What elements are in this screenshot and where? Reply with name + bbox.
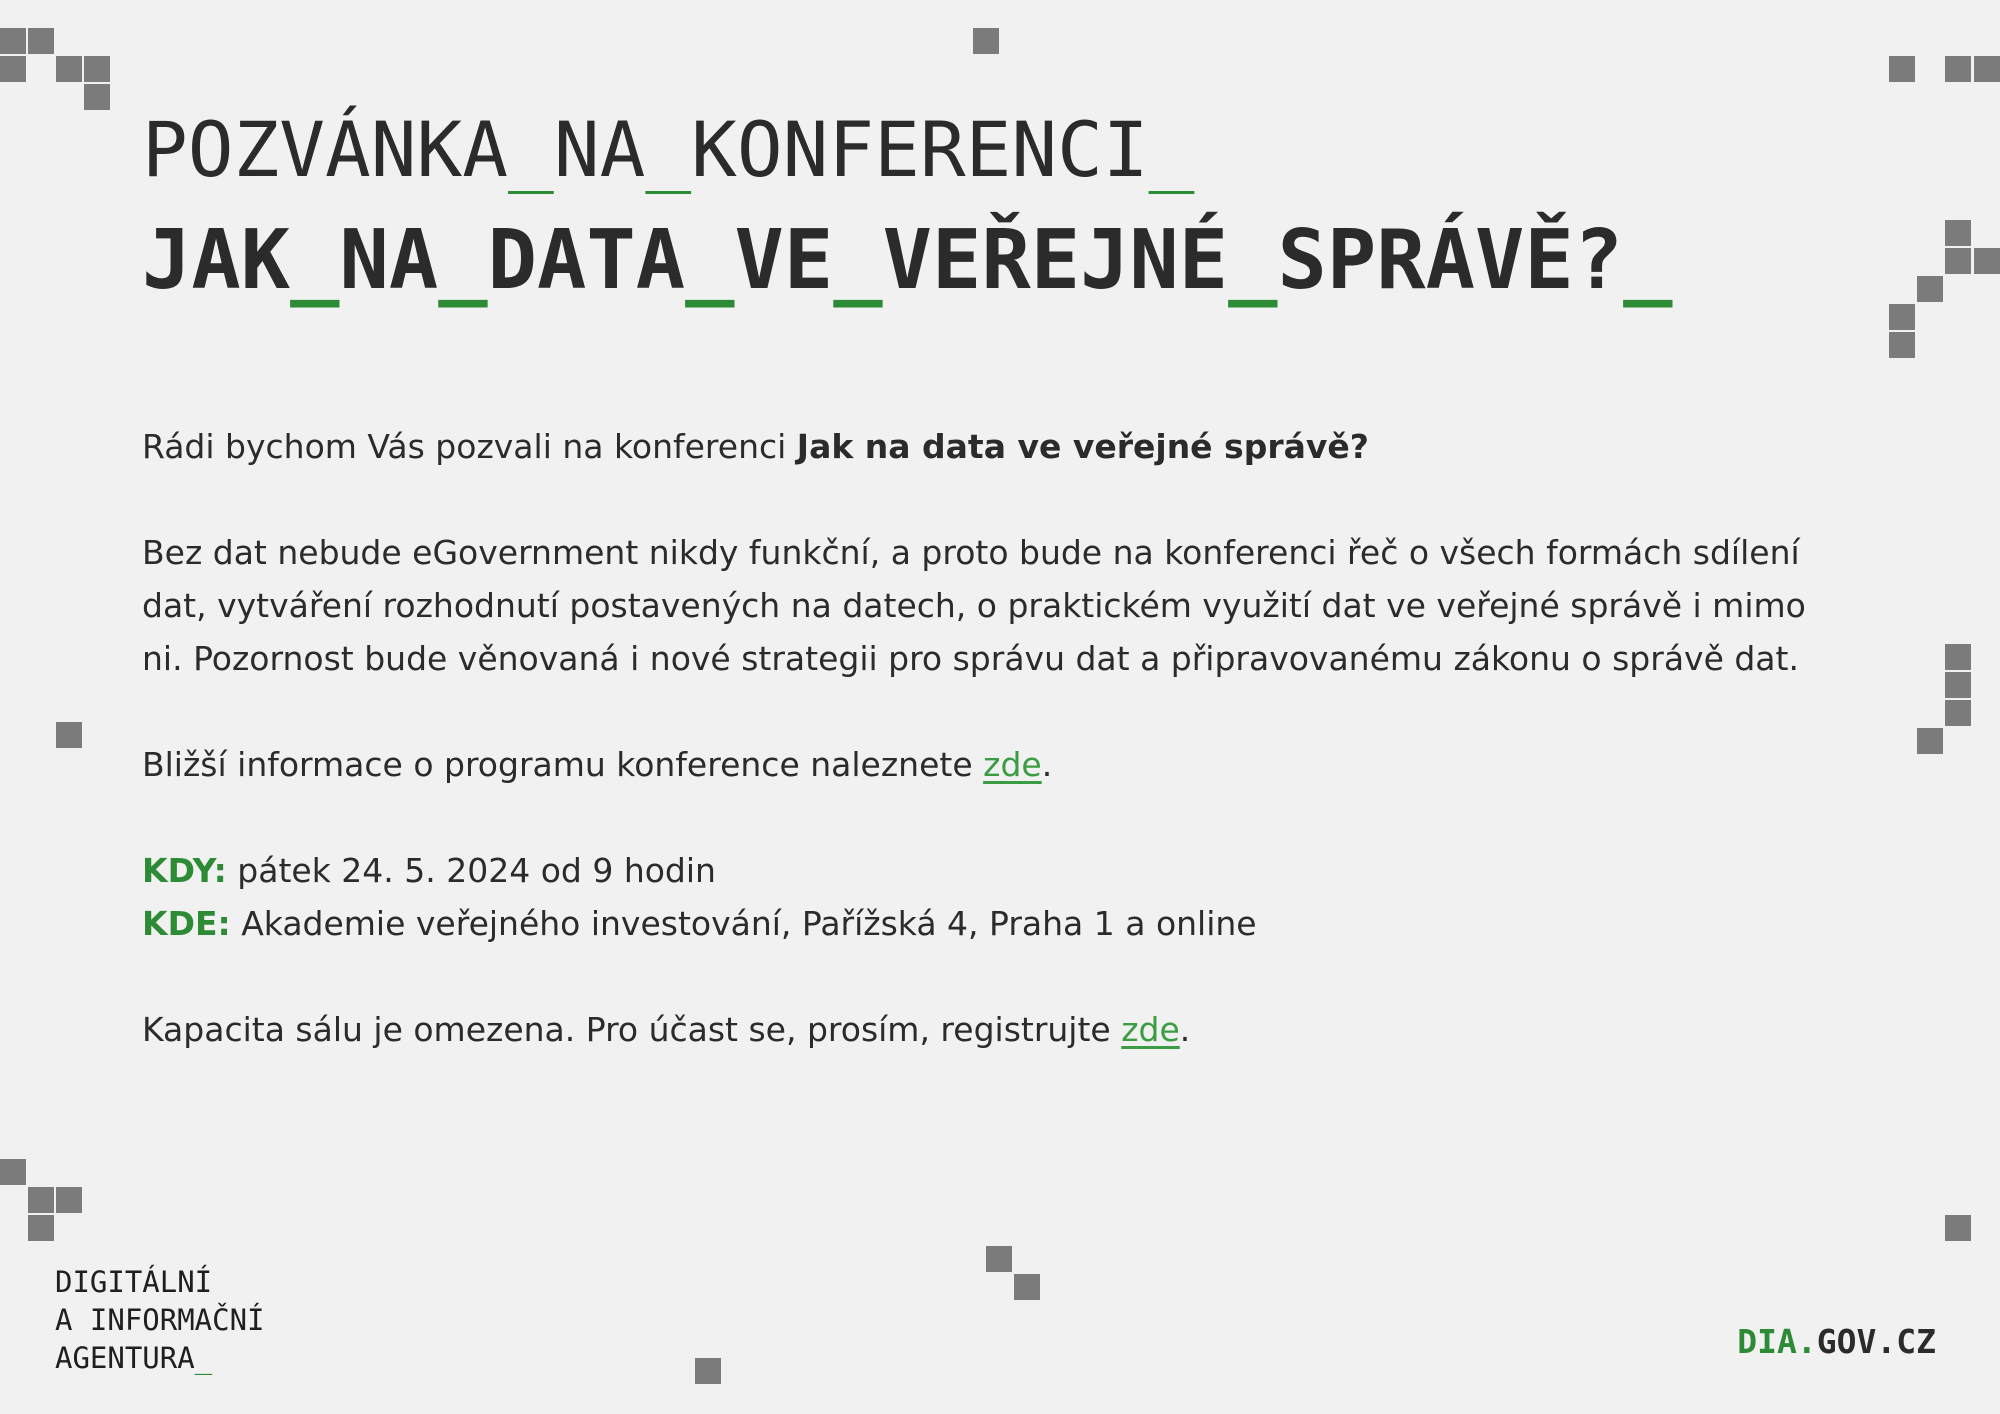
where-label: KDE: xyxy=(142,904,231,943)
program-text: Bližší informace o programu konference naleznete xyxy=(142,745,984,784)
title-separator: _ xyxy=(645,105,692,194)
pixel-square xyxy=(0,28,26,54)
pixel-square xyxy=(1945,1215,1971,1241)
title-word: DATA xyxy=(487,213,686,308)
title-separator: _ xyxy=(438,213,488,308)
program-period: . xyxy=(1041,745,1053,784)
title-separator: _ xyxy=(508,105,554,194)
pixel-square xyxy=(1889,332,1915,358)
title-line-invitation xyxy=(142,105,1673,194)
pixel-square xyxy=(1945,248,1971,274)
website-domain: GOV.CZ xyxy=(1816,1322,1936,1361)
title-word: VE xyxy=(734,213,834,308)
pixel-square xyxy=(1917,276,1943,302)
pixel-square xyxy=(695,1358,721,1384)
registration-paragraph xyxy=(142,1003,1842,1056)
title-separator: _ xyxy=(833,213,883,308)
pixel-square xyxy=(1014,1274,1040,1300)
website-url[interactable] xyxy=(1737,1322,1936,1361)
where-line xyxy=(142,897,1842,950)
registration-text: Kapacita sálu je omezena. Pro účast se, prosím, registrujte xyxy=(142,1010,1122,1049)
website-prefix: DIA. xyxy=(1737,1322,1817,1361)
title-separator: _ xyxy=(1228,213,1278,308)
description-paragraph: Bez dat nebude eGovernment nikdy funkční, a proto bude na konferenci řeč o všech formách sdílení dat, vytváření rozhodnutí postavených na datech, o praktickém využití dat ve veřejné správě i mimo ni. Pozornost bude věnovaná i nové strategii pro správu dat a připravovanému zákonu o správě dat. xyxy=(142,533,1806,678)
pixel-square xyxy=(0,1159,26,1185)
logo-cursor: _ xyxy=(194,1341,213,1375)
title-separator: _ xyxy=(1148,105,1195,194)
page-title xyxy=(142,105,1673,308)
when-label: KDY: xyxy=(142,851,227,890)
title-word: SPRÁVĚ? xyxy=(1277,213,1624,308)
pixel-square xyxy=(1945,700,1971,726)
intro-paragraph xyxy=(142,420,1842,473)
pixel-square xyxy=(973,28,999,54)
pixel-square xyxy=(1974,248,2000,274)
title-separator: _ xyxy=(1623,213,1673,308)
title-word: KONFERENCI xyxy=(691,105,1149,194)
title-word: JAK xyxy=(142,213,291,308)
title-word: NA xyxy=(553,105,646,194)
pixel-square xyxy=(1974,56,2000,82)
title-separator: _ xyxy=(685,213,735,308)
when-value: pátek 24. 5. 2024 od 9 hodin xyxy=(226,851,716,890)
program-link[interactable]: zde xyxy=(983,745,1042,784)
title-word: POZVÁNKA xyxy=(142,105,509,194)
invitation-body xyxy=(142,420,1842,1056)
pixel-square xyxy=(0,56,26,82)
pixel-square xyxy=(1945,644,1971,670)
logo-line: A INFORMAČNÍ xyxy=(55,1303,265,1337)
title-word: VEŘEJNÉ xyxy=(882,213,1229,308)
pixel-square xyxy=(1945,672,1971,698)
title-line-conference-name xyxy=(142,213,1673,308)
pixel-square xyxy=(28,1187,54,1213)
pixel-square xyxy=(56,56,82,82)
intro-text: Rádi bychom Vás pozvali na konferenci xyxy=(142,427,797,466)
logo-line: DIGITÁLNÍ xyxy=(55,1265,213,1299)
pixel-square xyxy=(56,1187,82,1213)
title-separator: _ xyxy=(290,213,340,308)
agency-logo xyxy=(55,1263,265,1377)
pixel-square xyxy=(28,28,54,54)
registration-period: . xyxy=(1179,1010,1191,1049)
pixel-square xyxy=(56,722,82,748)
pixel-square xyxy=(84,56,110,82)
pixel-square xyxy=(1917,728,1943,754)
pixel-square xyxy=(986,1246,1012,1272)
logo-word: AGENTURA xyxy=(55,1341,195,1375)
pixel-square xyxy=(1945,56,1971,82)
registration-link[interactable]: zde xyxy=(1121,1010,1180,1049)
pixel-square xyxy=(1945,220,1971,246)
pixel-square xyxy=(1889,304,1915,330)
program-paragraph xyxy=(142,738,1842,791)
where-value: Akademie veřejného investování, Pařížská 4, Praha 1 a online xyxy=(230,904,1257,943)
pixel-square xyxy=(84,84,110,110)
pixel-square xyxy=(28,1215,54,1241)
title-word: NA xyxy=(339,213,439,308)
pixel-square xyxy=(1889,56,1915,82)
when-line xyxy=(142,844,1842,897)
conference-name: Jak na data ve veřejné správě? xyxy=(796,427,1369,466)
logo-line xyxy=(55,1339,265,1377)
